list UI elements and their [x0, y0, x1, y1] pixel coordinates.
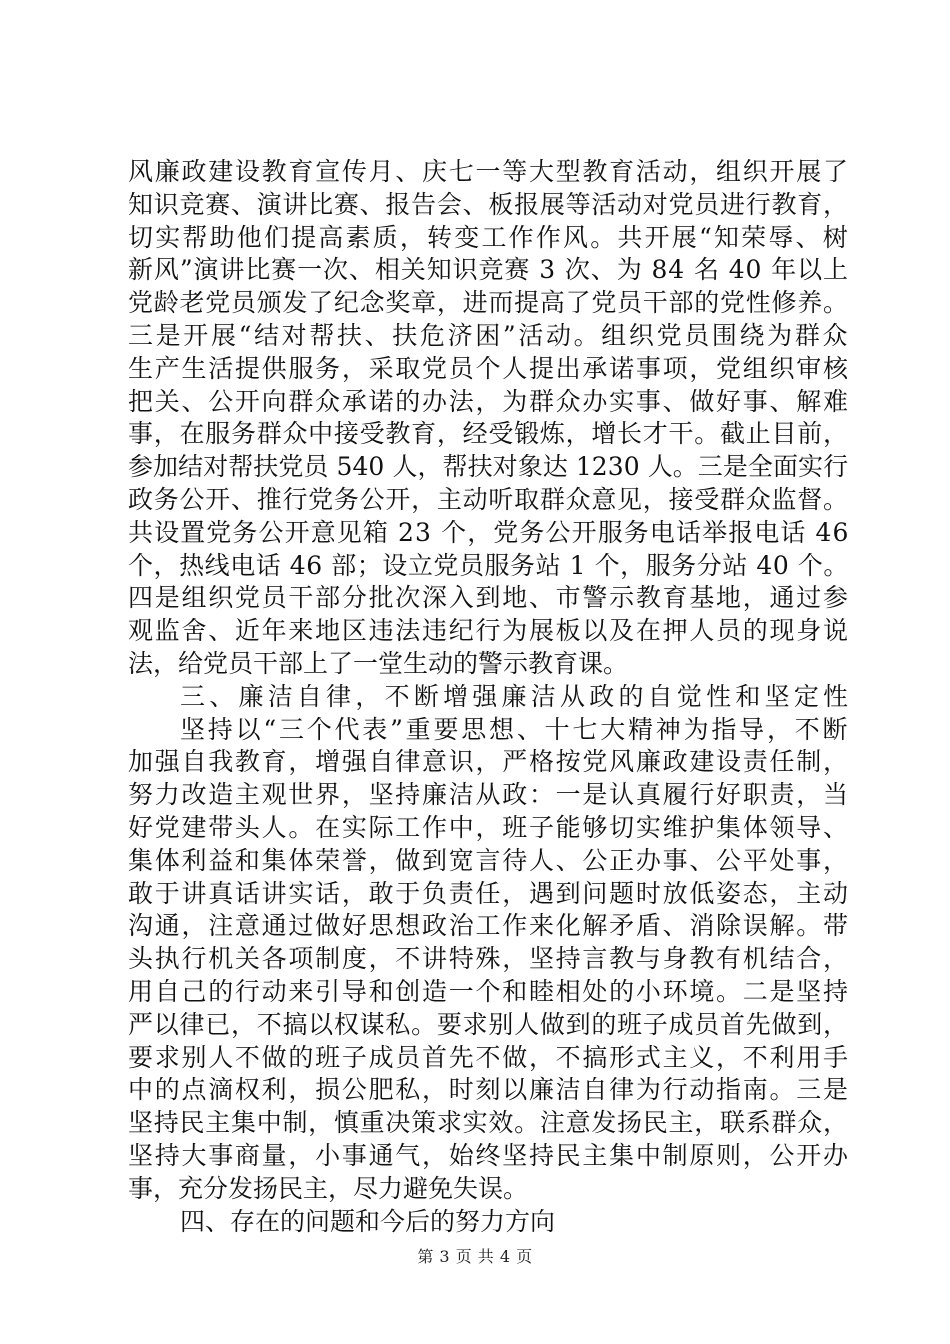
text-line: 三是开展“结对帮扶、扶危济困”活动。组织党员围绕为群众 [128, 320, 851, 350]
text-line: 中的点滴权利，损公肥私，时刻以廉洁自律为行动指南。三是 [128, 1075, 850, 1105]
text-line: 法，给党员干部上了一堂生动的警示教育课。 [128, 648, 629, 678]
text-line: 坚持民主集中制，慎重决策求实效。注意发扬民主，联系群众， [128, 1108, 849, 1138]
text-line: 生产生活提供服务，采取党员个人提出承诺事项，党组织审核 [128, 353, 850, 383]
text-line: 新风”演讲比赛一次、相关知识竞赛 3 次、为 84 名 40 年以上 [128, 255, 849, 285]
text-line: 事，在服务群众中接受教育，经受锻炼，增长才干。截止目前， [128, 419, 849, 449]
page-footer: 第 3 页 共 4 页 [417, 1247, 533, 1266]
text-line: 坚持以“三个代表”重要思想、十七大精神为指导，不断 [180, 714, 851, 744]
text-line: 风廉政建设教育宣传月、庆七一等大型教育活动，组织开展了 [128, 157, 850, 186]
text-line: 共设置党务公开意见箱 23 个，党务公开服务电话举报电话 46 [128, 517, 850, 547]
text-line: 集体利益和集体荣誉，做到宽言待人、公正办事、公平处事， [128, 845, 850, 875]
text-line: 敢于讲真话讲实话，敢于负责任，遇到问题时放低姿态，主动 [128, 878, 850, 908]
text-line: 加强自我教育，增强自律意识，严格按党风廉政建设责任制， [128, 747, 850, 777]
text-line: 参加结对帮扶党员 540 人，帮扶对象达 1230 人。三是全面实行 [128, 452, 849, 482]
text-line: 事，充分发扬民主，尽力避免失误。 [128, 1173, 529, 1203]
text-line: 要求别人不做的班子成员首先不做，不搞形式主义，不利用手 [128, 1042, 850, 1072]
text-line: 知识竞赛、演讲比赛、报告会、板报展等活动对党员进行教育， [128, 189, 849, 219]
text-line: 努力改造主观世界，坚持廉洁从政：一是认真履行好职责，当 [128, 780, 850, 810]
text-line: 三、廉洁自律，不断增强廉洁从政的自觉性和坚定性 [180, 681, 853, 711]
text-line: 把关、公开向群众承诺的办法，为群众办实事、做好事、解难 [128, 386, 850, 416]
text-line: 切实帮助他们提高素质，转变工作作风。共开展“知荣辱、树 [128, 222, 850, 252]
text-line: 四、存在的问题和今后的努力方向 [180, 1206, 556, 1236]
text-line: 四是组织党员干部分批次深入到地、市警示教育基地，通过参 [128, 583, 850, 613]
text-line: 好党建带头人。在实际工作中，班子能够切实维护集体领导、 [128, 812, 850, 842]
text-line: 坚持大事商量，小事通气，始终坚持民主集中制原则，公开办 [128, 1140, 850, 1170]
text-line: 个，热线电话 46 部；设立党员服务站 1 个，服务分站 40 个。 [128, 550, 849, 580]
text-line: 党龄老党员颁发了纪念奖章，进而提高了党员干部的党性修养。 [128, 288, 849, 318]
text-line: 严以律已，不搞以权谋私。要求别人做到的班子成员首先做到， [128, 1009, 849, 1039]
text-line: 观监舍、近年来地区违法违纪行为展板以及在押人员的现身说 [128, 616, 850, 646]
text-line: 头执行机关各项制度，不讲特殊，坚持言教与身教有机结合， [128, 944, 850, 974]
text-line: 政务公开、推行党务公开，主动听取群众意见，接受群众监督。 [128, 484, 849, 514]
text-line: 沟通，注意通过做好思想政治工作来化解矛盾、消除误解。带 [128, 911, 850, 941]
text-line: 用自己的行动来引导和创造一个和睦相处的小环境。二是坚持 [128, 976, 850, 1006]
document-body [128, 156, 853, 1238]
